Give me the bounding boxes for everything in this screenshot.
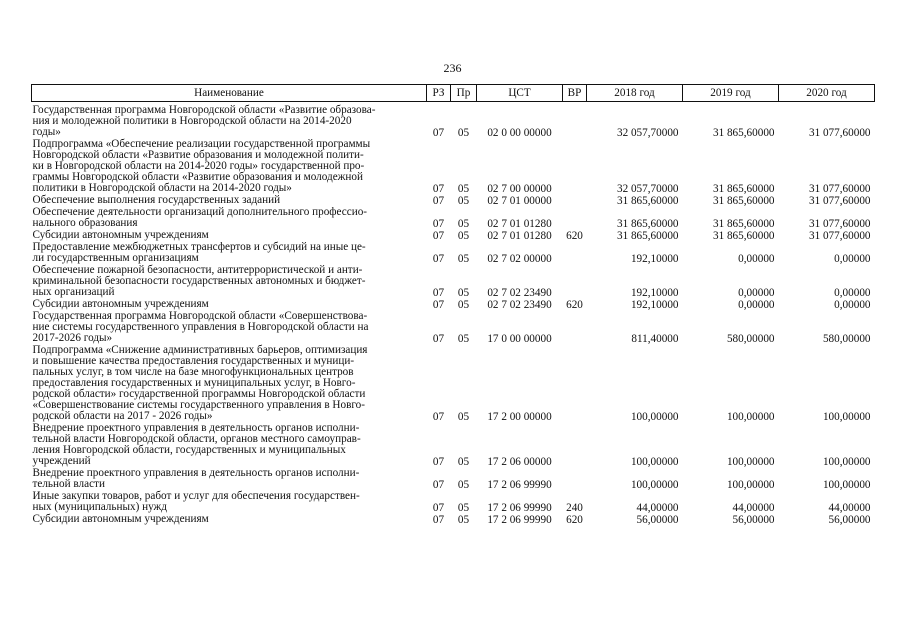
- row-2018: 192,10000: [630, 287, 679, 299]
- row-2019: 0,00000: [738, 253, 775, 265]
- row-name: Обеспечение пожарной безопасности, антитеррористической и анти- криминальной безопасности государственных автономных и бюджет- ных организаций: [32, 264, 366, 298]
- table-row: [32, 491, 875, 514]
- row-2019: 580,00000: [726, 333, 775, 345]
- row-2019: 0,00000: [738, 287, 775, 299]
- row-2018: 44,00000: [636, 502, 679, 514]
- row-rz: 07: [432, 287, 445, 299]
- row-2019: 31 865,60000: [712, 127, 775, 139]
- row-pr: 05: [457, 456, 470, 468]
- row-vr: [563, 207, 587, 230]
- row-2019: 44,00000: [732, 502, 775, 514]
- row-rz: 07: [432, 195, 445, 207]
- row-2018: 100,00000: [630, 456, 679, 468]
- table-row: [32, 102, 875, 140]
- row-2020: 0,00000: [834, 287, 871, 299]
- row-2018: 31 865,60000: [616, 195, 679, 207]
- row-2020: 0,00000: [834, 299, 871, 311]
- row-cst: 02 7 01 01280: [487, 218, 552, 230]
- table-row: [32, 514, 875, 526]
- row-vr: 620: [566, 299, 583, 311]
- row-cst: 02 7 00 00000: [487, 183, 552, 195]
- row-2020: 580,00000: [822, 333, 871, 345]
- row-name: Обеспечение выполнения государственных заданий: [32, 194, 281, 206]
- row-2018: 31 865,60000: [616, 230, 679, 242]
- row-rz: 07: [432, 411, 445, 423]
- row-rz: 07: [432, 127, 445, 139]
- row-cst: 17 0 00 00000: [487, 333, 552, 345]
- row-2018: 100,00000: [630, 411, 679, 423]
- row-2020: 44,00000: [828, 502, 871, 514]
- header-vr: ВР: [563, 85, 587, 102]
- row-vr: 240: [566, 502, 583, 514]
- row-2019: 31 865,60000: [712, 195, 775, 207]
- row-rz: 07: [432, 183, 445, 195]
- row-name: Субсидии автономным учреждениям: [32, 513, 209, 525]
- row-2020: 100,00000: [822, 479, 871, 491]
- header-2019: 2019 год: [683, 85, 779, 102]
- row-name: Подпрограмма «Обеспечение реализации государственной программы Новгородской области «Развитие образования и молодежной полити- ки в Новгородской области на 2014-2020 годы» государственной про- граммы Новгородской области «Развитие образования и молодежной политики в Новгородской области на 2014-2020 годы»: [32, 138, 371, 194]
- table-row: [32, 207, 875, 230]
- row-name: Внедрение проектного управления в деятельность органов исполни- тельной власти Новгородской области, органов местного самоуправ- ления Новгородской области, государственных и муниципальных учреждений: [32, 422, 361, 467]
- row-2020: 31 077,60000: [808, 195, 871, 207]
- row-2019: 31 865,60000: [712, 218, 775, 230]
- row-2020: 31 077,60000: [808, 127, 871, 139]
- row-name: Государственная программа Новгородской области «Развитие образова- ния и молодежной политики в Новгородской области на 2014-2020 годы»: [32, 104, 376, 138]
- row-2018: 192,10000: [630, 253, 679, 265]
- row-pr: 05: [457, 195, 470, 207]
- table-row: [32, 345, 875, 423]
- row-cst: 17 2 06 99990: [487, 479, 552, 491]
- row-rz: 07: [432, 230, 445, 242]
- row-rz: 07: [432, 456, 445, 468]
- row-name: Обеспечение деятельности организаций дополнительного профессио- нального образования: [32, 206, 368, 229]
- row-rz: 07: [432, 514, 445, 526]
- row-2020: 0,00000: [834, 253, 871, 265]
- row-rz: 07: [432, 218, 445, 230]
- row-pr: 05: [457, 183, 470, 195]
- row-cst: 17 2 06 00000: [487, 456, 552, 468]
- row-pr: 05: [457, 479, 470, 491]
- row-vr: [563, 345, 587, 423]
- table-header-row: [32, 85, 875, 102]
- row-pr: 05: [457, 218, 470, 230]
- row-name: Субсидии автономным учреждениям: [32, 229, 209, 241]
- row-cst: 02 7 01 00000: [487, 195, 552, 207]
- row-cst: 17 2 06 99990: [487, 502, 552, 514]
- row-cst: 17 2 06 99990: [487, 514, 552, 526]
- row-2018: 56,00000: [636, 514, 679, 526]
- table-row: [32, 139, 875, 195]
- row-2020: 56,00000: [828, 514, 871, 526]
- row-name: Государственная программа Новгородской области «Совершенствова- ние системы государственного управления в Новгородской области на 2017-2026 годы»: [32, 310, 369, 344]
- row-vr: [563, 468, 587, 491]
- row-vr: [563, 139, 587, 195]
- row-2018: 192,10000: [630, 299, 679, 311]
- row-pr: 05: [457, 299, 470, 311]
- row-rz: 07: [432, 299, 445, 311]
- row-vr: [563, 423, 587, 468]
- header-rz: РЗ: [427, 85, 451, 102]
- row-pr: 05: [457, 253, 470, 265]
- table-row: [32, 468, 875, 491]
- row-cst: 02 7 02 23490: [487, 299, 552, 311]
- row-pr: 05: [457, 411, 470, 423]
- row-name: Предоставление межбюджетных трансфертов и субсидий на иные це- ли государственным организациям: [32, 241, 366, 264]
- row-pr: 05: [457, 514, 470, 526]
- row-vr: [563, 242, 587, 265]
- table-row: [32, 311, 875, 345]
- table-body: [32, 102, 875, 527]
- header-2018: 2018 год: [587, 85, 683, 102]
- row-2020: 100,00000: [822, 456, 871, 468]
- row-vr: 620: [566, 230, 583, 242]
- row-2019: 100,00000: [726, 479, 775, 491]
- row-pr: 05: [457, 287, 470, 299]
- header-cst: ЦСТ: [477, 85, 563, 102]
- row-2020: 31 077,60000: [808, 183, 871, 195]
- row-2018: 811,40000: [631, 333, 679, 345]
- row-2019: 0,00000: [738, 299, 775, 311]
- row-vr: [563, 265, 587, 299]
- row-2019: 31 865,60000: [712, 230, 775, 242]
- header-2020: 2020 год: [779, 85, 875, 102]
- row-2018: 100,00000: [630, 479, 679, 491]
- page-number: 236: [443, 61, 462, 75]
- row-pr: 05: [457, 502, 470, 514]
- row-cst: 02 0 00 00000: [487, 127, 552, 139]
- row-vr: [563, 195, 587, 207]
- row-2019: 100,00000: [726, 456, 775, 468]
- row-vr: [563, 311, 587, 345]
- row-2019: 56,00000: [732, 514, 775, 526]
- row-2018: 31 865,60000: [616, 218, 679, 230]
- row-rz: 07: [432, 502, 445, 514]
- table-row: [32, 242, 875, 265]
- budget-table: [31, 84, 875, 526]
- row-2020: 31 077,60000: [808, 230, 871, 242]
- row-2018: 32 057,70000: [616, 127, 679, 139]
- row-cst: 02 7 02 23490: [487, 287, 552, 299]
- row-cst: 02 7 01 01280: [487, 230, 552, 242]
- table-row: [32, 265, 875, 299]
- header-name: Наименование: [32, 85, 427, 102]
- row-cst: 02 7 02 00000: [487, 253, 552, 265]
- row-2019: 100,00000: [726, 411, 775, 423]
- row-pr: 05: [457, 333, 470, 345]
- row-name: Иные закупки товаров, работ и услуг для обеспечения государствен- ных (муниципальных) нужд: [32, 490, 360, 513]
- row-vr: 620: [566, 514, 583, 526]
- row-name: Подпрограмма «Снижение административных барьеров, оптимизация и повышение качества предоставления государственных и муници- пальных услуг, в том числе на базе многофункциональных центров предоставления государственных и муниципальных услуг, в Новго- родской области» государственной программы Новгородской области «Совершенствование системы государственного управления в Новго- родской области на 2017 - 2026 годы»: [32, 344, 368, 422]
- row-pr: 05: [457, 230, 470, 242]
- row-rz: 07: [432, 479, 445, 491]
- row-rz: 07: [432, 253, 445, 265]
- row-cst: 17 2 00 00000: [487, 411, 552, 423]
- row-2020: 100,00000: [822, 411, 871, 423]
- header-pr: Пр: [451, 85, 477, 102]
- row-rz: 07: [432, 333, 445, 345]
- row-name: Субсидии автономным учреждениям: [32, 298, 209, 310]
- row-name: Внедрение проектного управления в деятельность органов исполни- тельной власти: [32, 467, 360, 490]
- row-2020: 31 077,60000: [808, 218, 871, 230]
- row-pr: 05: [457, 127, 470, 139]
- row-2018: 32 057,70000: [616, 183, 679, 195]
- row-vr: [563, 102, 587, 140]
- table-row: [32, 423, 875, 468]
- row-2019: 31 865,60000: [712, 183, 775, 195]
